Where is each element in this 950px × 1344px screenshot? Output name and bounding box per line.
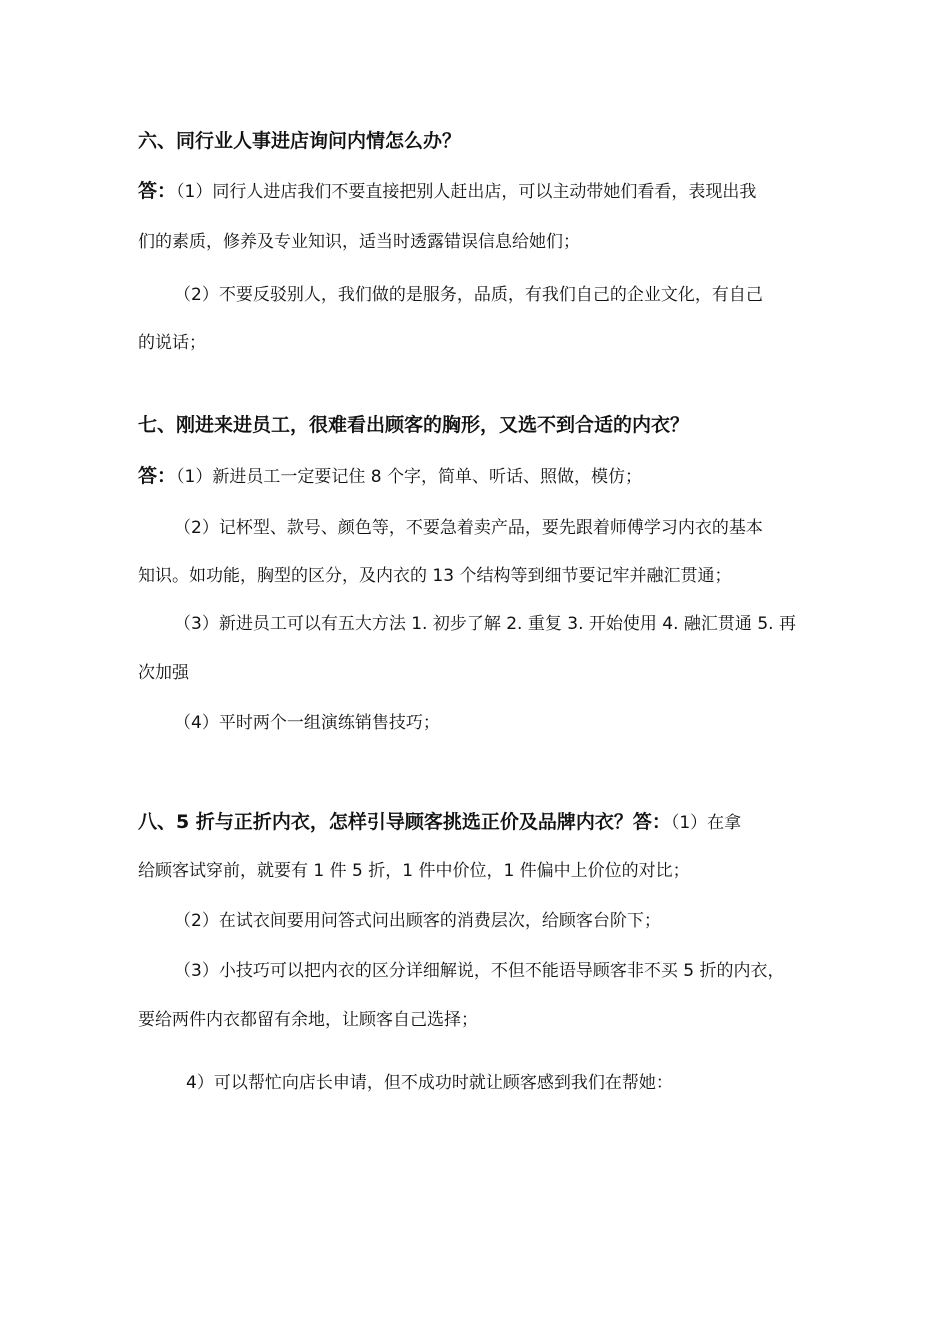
point-text: （1）同行人进店我们不要直接把别人赶出店，可以主动带她们看看，表现出我 <box>176 182 757 202</box>
section-8-point-3-continued: 要给两件内衣都留有余地，让顾客自己选择； <box>138 1010 478 1030</box>
answer-label: 答： <box>138 465 177 487</box>
section-7-heading: 七、刚进来进员工，很难看出顾客的胸形，又选不到合适的内衣？ <box>138 414 690 436</box>
answer-label: 答： <box>138 180 177 202</box>
section-8-point-1-continued: 给顾客试穿前，就要有 1 件 5 折，1 件中价位，1 件偏中上价位的对比； <box>138 861 690 881</box>
point-text: （1）新进员工一定要记住 8 个字，简单、听话、照做，模仿； <box>176 467 642 487</box>
section-7-point-4: （4）平时两个一组演练销售技巧； <box>174 713 440 733</box>
section-8-point-1-start: （1）在拿 <box>670 813 742 833</box>
section-8-heading-line <box>138 810 828 834</box>
section-7-point-2: （2）记杯型、款号、颜色等，不要急着卖产品，要先跟着师傅学习内衣的基本 <box>174 518 763 538</box>
section-6-point-1-continued: 们的素质，修养及专业知识，适当时透露错误信息给她们； <box>138 232 580 252</box>
section-7-point-3-continued: 次加强 <box>138 663 189 683</box>
section-6-point-1 <box>138 179 828 203</box>
section-7-point-3: （3）新进员工可以有五大方法 1. 初步了解 2. 重复 3. 开始使用 4. 融汇贯通 5. 再 <box>174 614 796 634</box>
section-6-point-2-continued: 的说话； <box>138 333 206 353</box>
section-6-heading: 六、同行业人事进店询问内情怎么办？ <box>138 130 462 152</box>
section-7-point-2-continued: 知识。如功能，胸型的区分，及内衣的 13 个结构等到细节要记牢并融汇贯通； <box>138 566 732 586</box>
section-7-point-1 <box>138 464 828 488</box>
section-8-point-2: （2）在试衣间要用问答式问出顾客的消费层次，给顾客台阶下； <box>174 911 661 931</box>
section-8-point-4: 4）可以帮忙向店长申请，但不成功时就让顾客感到我们在帮她： <box>186 1073 673 1093</box>
section-8-heading: 八、5 折与正折内衣，怎样引导顾客挑选正价及品牌内衣？答： <box>138 811 671 833</box>
section-8-point-3: （3）小技巧可以把内衣的区分详细解说，不但不能语导顾客非不买 5 折的内衣， <box>174 961 785 981</box>
section-6-point-2: （2）不要反驳别人，我们做的是服务，品质，有我们自己的企业文化，有自己 <box>174 285 763 305</box>
